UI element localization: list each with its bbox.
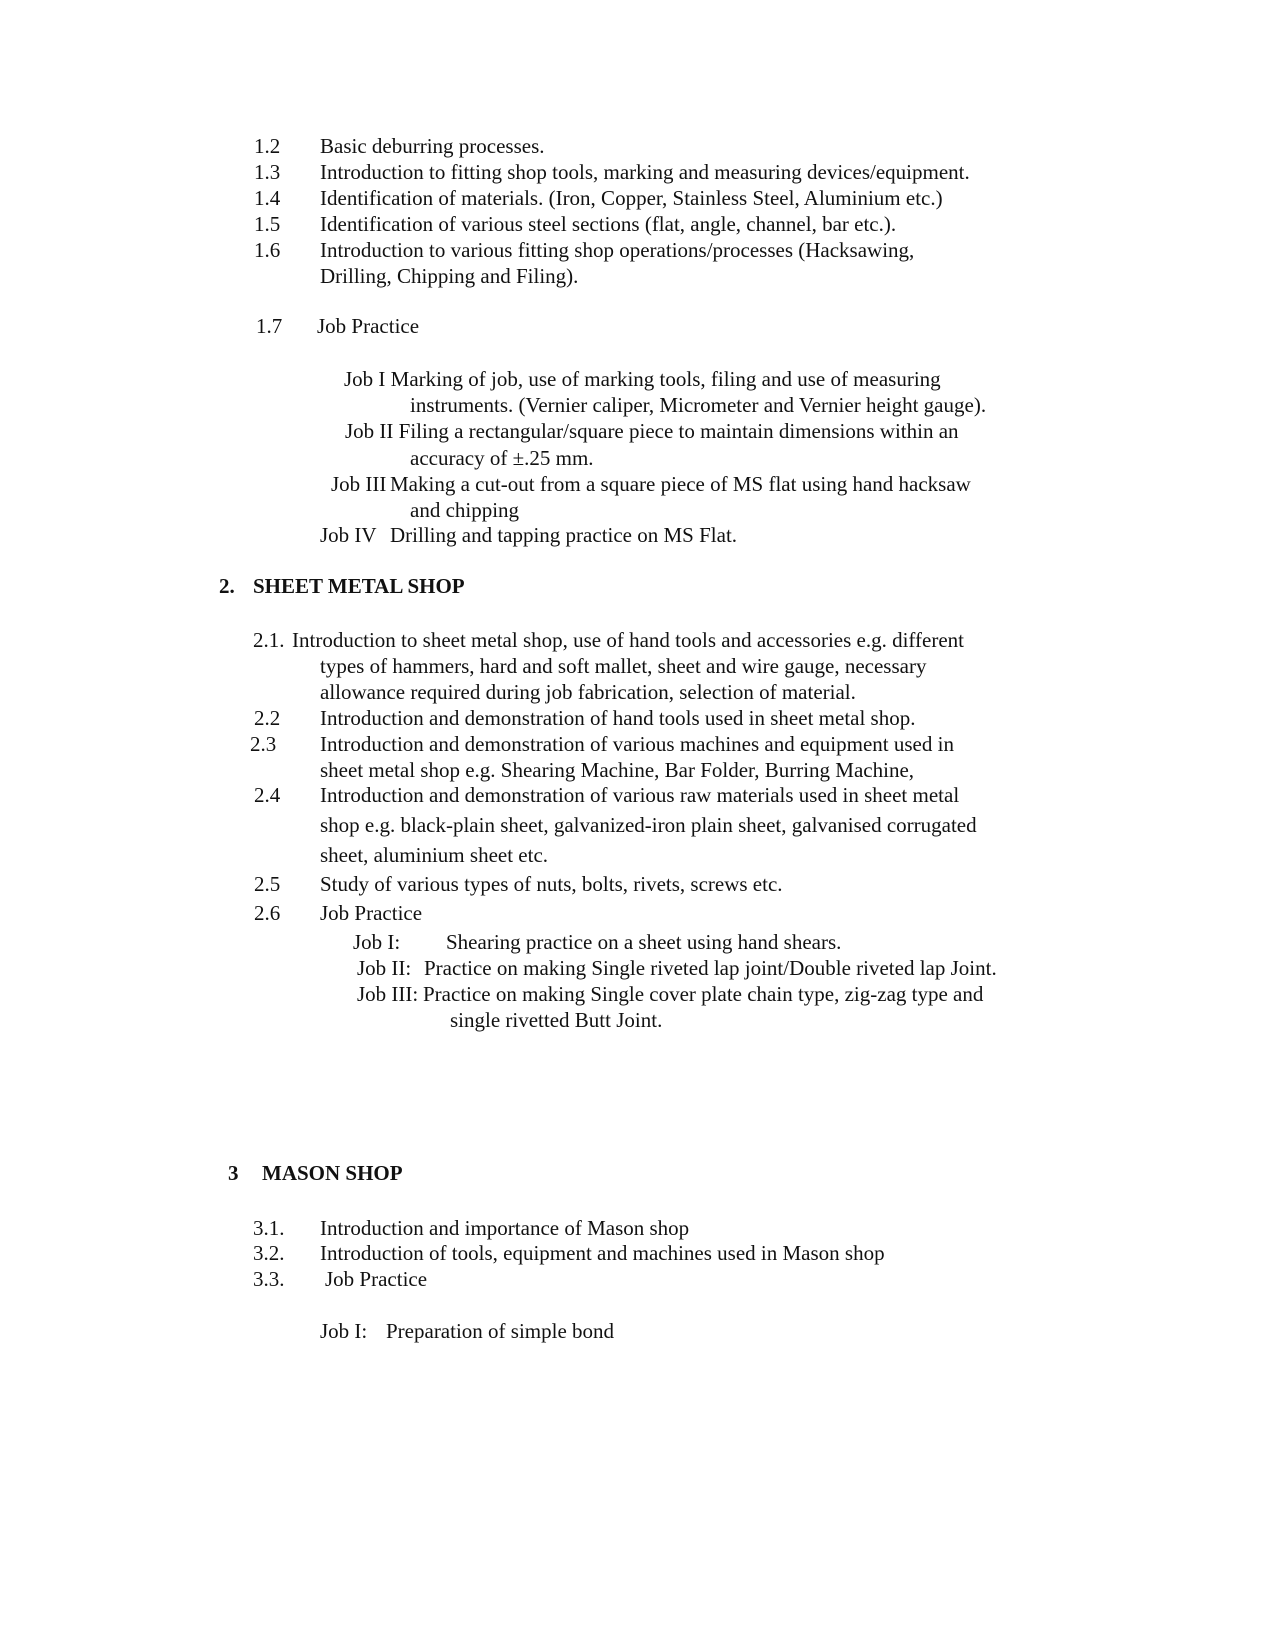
item-number: 1.6: [254, 238, 281, 262]
job-text: Shearing practice on a sheet using hand shears.: [446, 930, 842, 954]
item-number: 3.2.: [253, 1241, 285, 1265]
item-text: types of hammers, hard and soft mallet, sheet and wire gauge, necessary: [320, 654, 927, 678]
job-label: Job II:: [357, 956, 412, 980]
job-label: Job I: [344, 367, 386, 391]
job-text: Marking of job, use of marking tools, filing and use of measuring: [390, 367, 941, 391]
job-entry: [344, 366, 1025, 393]
item-text: Drilling, Chipping and Filing).: [320, 264, 579, 288]
item-text: sheet, aluminium sheet etc.: [320, 843, 549, 867]
item-text: Identification of materials. (Iron, Copper, Stainless Steel, Aluminium etc.): [320, 186, 943, 210]
item-text: shop e.g. black-plain sheet, galvanized-iron plain sheet, galvanised corrugated: [320, 813, 977, 837]
job-text: Making a cut-out from a square piece of MS flat using hand hacksaw: [390, 472, 971, 496]
item-number: 1.3: [254, 160, 281, 184]
job-label: Job I:: [353, 930, 401, 954]
item-number: 2.4: [254, 783, 281, 807]
section-heading: MASON SHOP: [262, 1161, 403, 1185]
job-text: single rivetted Butt Joint.: [450, 1008, 663, 1032]
item-text: Identification of various steel sections (flat, angle, channel, bar etc.).: [320, 212, 897, 236]
job-text: Preparation of simple bond: [386, 1319, 615, 1343]
item-number: 2.2: [254, 706, 281, 730]
section-heading-number: 3: [228, 1161, 239, 1185]
section-heading-number: 2.: [219, 574, 235, 598]
job-label: Job III: [331, 472, 387, 496]
job-text: and chipping: [410, 498, 520, 522]
item-text: Introduction to fitting shop tools, marking and measuring devices/equipment.: [320, 160, 970, 184]
item-number: 1.7: [256, 314, 283, 338]
item-text: Introduction and demonstration of various machines and equipment used in: [320, 732, 954, 756]
item-text: Job Practice: [317, 314, 420, 338]
item-number: 2.5: [254, 872, 281, 896]
item-number: 3.1.: [253, 1216, 285, 1240]
item-text: Job Practice: [325, 1267, 428, 1291]
job-label: Job II: [345, 419, 394, 443]
item-text: Introduction of tools, equipment and machines used in Mason shop: [320, 1241, 885, 1265]
item-number: 2.6: [254, 901, 281, 925]
item-text: Study of various types of nuts, bolts, rivets, screws etc.: [320, 872, 783, 896]
item-text: Basic deburring processes.: [320, 134, 545, 158]
item-text: Introduction and demonstration of hand tools used in sheet metal shop.: [320, 706, 916, 730]
job-label: Job III:: [357, 982, 419, 1006]
job-label: Job IV: [320, 523, 377, 547]
job-text: Practice on making Single riveted lap joint/Double riveted lap Joint.: [424, 956, 997, 980]
item-number: 2.1.: [253, 628, 285, 652]
job-text: accuracy of ±.25 mm.: [410, 446, 594, 470]
item-text: allowance required during job fabrication, selection of material.: [320, 680, 856, 704]
section-heading: SHEET METAL SHOP: [253, 574, 465, 598]
item-number: 3.3.: [253, 1267, 285, 1291]
job-text: instruments. (Vernier caliper, Micrometer and Vernier height gauge).: [410, 393, 987, 417]
job-text: Filing a rectangular/square piece to maintain dimensions within an: [398, 419, 959, 443]
item-number: 1.5: [254, 212, 281, 236]
item-text: Introduction to sheet metal shop, use of hand tools and accessories e.g. different: [292, 628, 965, 652]
item-text: sheet metal shop e.g. Shearing Machine, Bar Folder, Burring Machine,: [320, 758, 915, 782]
item-number: 1.2: [254, 134, 281, 158]
job-label: Job I:: [320, 1319, 368, 1343]
item-text: Introduction to various fitting shop operations/processes (Hacksawing,: [320, 238, 915, 262]
item-number: 2.3: [250, 732, 277, 756]
job-text: Practice on making Single cover plate chain type, zig-zag type and: [423, 982, 984, 1006]
item-text: Introduction and demonstration of various raw materials used in sheet metal: [320, 783, 960, 807]
item-text: Job Practice: [320, 901, 423, 925]
item-number: 1.4: [254, 186, 281, 210]
item-text: Introduction and importance of Mason shop: [320, 1216, 690, 1240]
job-entry: [345, 418, 1025, 445]
job-text: Drilling and tapping practice on MS Flat.: [390, 523, 738, 547]
